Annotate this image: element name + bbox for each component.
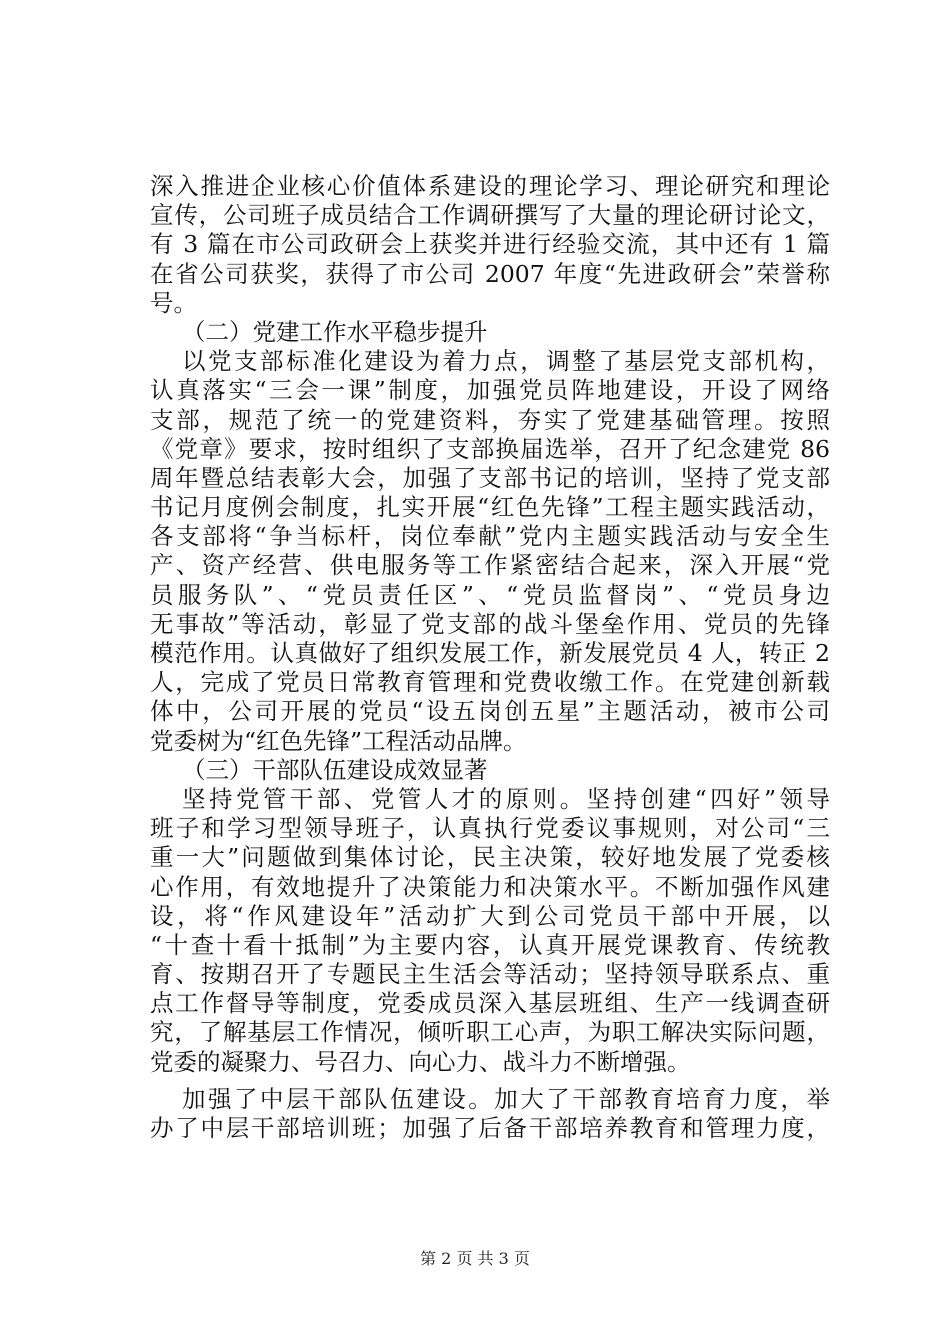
text-line: 设，将“作风建设年”活动扩大到公司党员干部中开展，以 bbox=[150, 901, 830, 930]
page-footer: 第 2 页 共 3 页 bbox=[420, 1249, 530, 1268]
paragraph-spacer bbox=[150, 1077, 830, 1085]
text-line: “十查十看十抵制”为主要内容，认真开展党课教育、传统教 bbox=[150, 930, 830, 959]
section-heading-cadre-team: （三）干部队伍建设成效显著 bbox=[182, 755, 488, 784]
text-line: 究，了解基层工作情况，倾听职工心声，为职工解决实际问题， bbox=[150, 1018, 830, 1047]
text-line: 人，完成了党员日常教育管理和党费收缴工作。在党建创新载 bbox=[150, 668, 830, 697]
text-line: 党委的凝聚力、号召力、向心力、战斗力不断增强。 bbox=[150, 1047, 691, 1076]
text-line: 认真落实“三会一课”制度，加强党员阵地建设，开设了网络 bbox=[150, 376, 830, 405]
text-line: 以党支部标准化建设为着力点，调整了基层党支部机构， bbox=[182, 347, 830, 376]
text-line: 体中，公司开展的党员“设五岗创五星”主题活动，被市公司 bbox=[150, 697, 830, 726]
paragraph-theory-research bbox=[150, 172, 830, 318]
text-line: 号。 bbox=[150, 288, 197, 317]
text-line: 无事故”等活动，彰显了党支部的战斗堡垒作用、党员的先锋 bbox=[150, 609, 830, 638]
text-line: 办了中层干部培训班；加强了后备干部培养教育和管理力度， bbox=[150, 1114, 830, 1142]
section-heading-party-building: （二）党建工作水平稳步提升 bbox=[182, 317, 488, 346]
paragraph-cadre-management bbox=[150, 785, 830, 1077]
text-line: 周年暨总结表彰大会，加强了支部书记的培训，坚持了党支部 bbox=[150, 463, 830, 492]
text-line: 《党章》要求，按时组织了支部换届选举，召开了纪念建党 86 bbox=[150, 434, 830, 463]
paragraph-party-building bbox=[150, 347, 830, 756]
text-line: 点工作督导等制度，党委成员深入基层班组、生产一线调查研 bbox=[150, 989, 830, 1018]
text-line: 员服务队”、“党员责任区”、“党员监督岗”、“党员身边 bbox=[150, 580, 830, 609]
text-line: 加强了中层干部队伍建设。加大了干部教育培育力度，举 bbox=[182, 1084, 830, 1113]
text-line: 心作用，有效地提升了决策能力和决策水平。不断加强作风建 bbox=[150, 872, 830, 901]
text-line: 各支部将“争当标杆，岗位奉献”党内主题实践活动与安全生 bbox=[150, 522, 830, 551]
text-line: 产、资产经营、供电服务等工作紧密结合起来，深入开展“党 bbox=[150, 551, 830, 580]
text-line: 书记月度例会制度，扎实开展“红色先锋”工程主题实践活动， bbox=[150, 493, 830, 522]
document-body bbox=[150, 172, 830, 1143]
text-line: 坚持党管干部、党管人才的原则。坚持创建“四好”领导 bbox=[182, 784, 830, 813]
text-line: 班子和学习型领导班子，认真执行党委议事规则，对公司“三 bbox=[150, 814, 830, 843]
text-line: 深入推进企业核心价值体系建设的理论学习、理论研究和理论 bbox=[150, 172, 830, 200]
text-line: 重一大”问题做到集体讨论，民主决策，较好地发展了党委核 bbox=[150, 843, 830, 872]
text-line: 模范作用。认真做好了组织发展工作，新发展党员 4 人，转正 2 bbox=[150, 639, 830, 667]
text-line: 在省公司获奖，获得了市公司 2007 年度“先进政研会”荣誉称 bbox=[150, 259, 830, 288]
text-line: 宣传，公司班子成员结合工作调研撰写了大量的理论研讨论文， bbox=[150, 201, 830, 230]
text-line: 党委树为“红色先锋”工程活动品牌。 bbox=[150, 726, 527, 755]
text-line: 有 3 篇在市公司政研会上获奖并进行经验交流，其中还有 1 篇 bbox=[150, 230, 830, 259]
paragraph-middle-cadres bbox=[150, 1085, 830, 1143]
text-line: 育、按期召开了专题民主生活会等活动；坚持领导联系点、重 bbox=[150, 960, 830, 989]
text-line: 支部，规范了统一的党建资料，夯实了党建基础管理。按照 bbox=[150, 405, 830, 434]
